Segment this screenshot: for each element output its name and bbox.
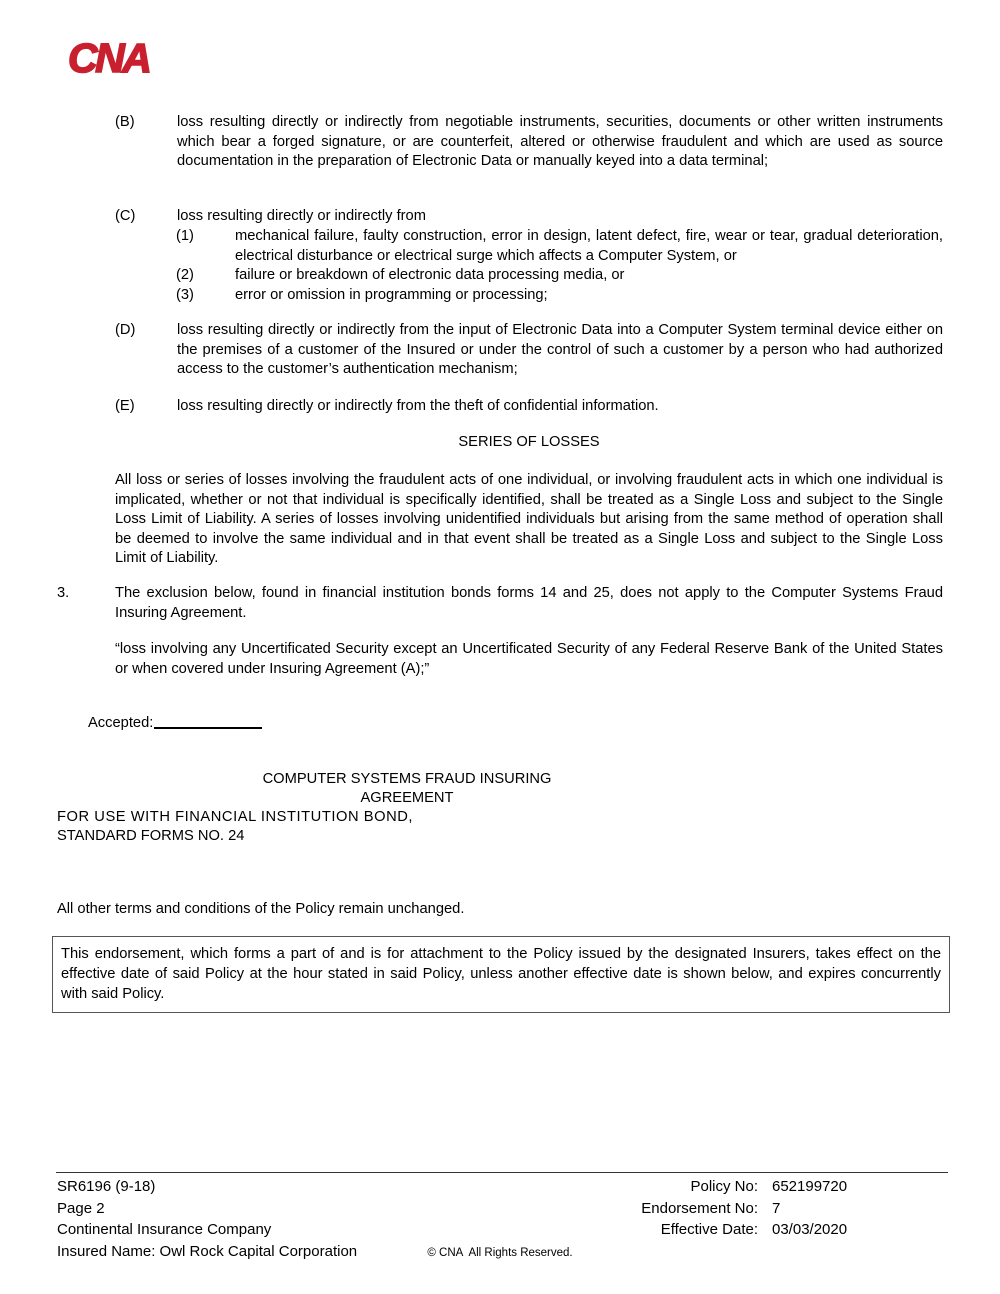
footer-effective-date-label: Effective Date:	[660, 1221, 758, 1238]
cna-logo	[68, 35, 188, 81]
footer-policy-no-value: 652199720	[772, 1178, 848, 1195]
footer-effective-date-row	[600, 1219, 950, 1241]
exclusion-text-c: loss resulting directly or indirectly from	[177, 208, 426, 224]
exclusion-text-b: loss resulting directly or indirectly from negotiable instruments, securities, documents or other written instruments which bear a forged signature, or are counterfeit, altered or otherwise fraudulent and which are used as source documentation in the preparation of Electronic Data or manually keyed into a data terminal;	[177, 114, 943, 170]
exclusion-label-e: (E)	[115, 398, 135, 414]
footer-page-number: Page 2	[57, 1199, 105, 1217]
series-of-losses-heading: SERIES OF LOSSES	[458, 434, 600, 450]
exclusion-text-c3: error or omission in programming or processing;	[235, 287, 548, 303]
accepted-signature-line[interactable]	[154, 727, 262, 729]
footer-effective-date-value: 03/03/2020	[772, 1221, 848, 1238]
exclusion-label-c1: (1)	[176, 228, 194, 244]
series-of-losses-body: All loss or series of losses involving the fraudulent acts of one individual, or involving fraudulent acts in which one individual is implicated, whether or not that individual is specifically identified, shall be treated as a Single Loss and subject to the Single Loss Limit of Liability. A series of losses involving unidentified individuals but arising from the same method of operation shall be deemed to involve the same individual and in that event shall be treated as a Single Loss and subject to the Single Loss Limit of Liability.	[115, 472, 943, 567]
terms-remain-unchanged: All other terms and conditions of the Policy remain unchanged.	[57, 901, 465, 917]
item-3-number: 3.	[57, 585, 70, 601]
footer-endorsement-no-value: 7	[772, 1199, 781, 1217]
form-title-line-2: AGREEMENT	[360, 790, 454, 806]
exclusion-label-d: (D)	[115, 322, 136, 338]
copyright-notice: © CNA All Rights Reserved.	[427, 1247, 573, 1259]
exclusion-label-c2: (2)	[176, 267, 194, 283]
form-title-line-3: FOR USE WITH FINANCIAL INSTITUTION BOND,	[57, 809, 414, 825]
form-title-line-1: COMPUTER SYSTEMS FRAUD INSURING	[262, 771, 552, 787]
exclusion-text-e: loss resulting directly or indirectly from the theft of confidential information.	[177, 398, 659, 414]
footer-divider	[56, 1172, 948, 1173]
accepted-row	[88, 714, 262, 734]
footer-company-name: Continental Insurance Company	[57, 1221, 272, 1238]
footer-endorsement-no-label: Endorsement No:	[641, 1199, 758, 1217]
item-3-quote: “loss involving any Uncertificated Security except an Uncertificated Security of any Federal Reserve Bank of the United States or when covered under Insuring Agreement (A);”	[115, 641, 943, 677]
endorsement-statement-box: This endorsement, which forms a part of and is for attachment to the Policy issued by the designated Insurers, takes effect on the effective date of said Policy at the hour stated in said Policy, unless another effective date is shown below, and expires concurrently with said Policy.	[52, 936, 950, 1013]
footer-insured-name: Insured Name: Owl Rock Capital Corporation	[57, 1242, 358, 1260]
footer-policy-no-row	[600, 1176, 950, 1198]
cna-logo-wordmark: CNA	[68, 35, 150, 81]
footer-form-number: SR6196 (9-18)	[57, 1178, 156, 1195]
exclusion-label-c: (C)	[115, 208, 136, 224]
item-3-text: The exclusion below, found in financial institution bonds forms 14 and 25, does not apply to the Computer Systems Fraud Insuring Agreement.	[115, 585, 943, 621]
exclusion-text-c1: mechanical failure, faulty construction, error in design, latent defect, fire, wear or tear, gradual deterioration, electrical disturbance or electrical surge which affects a Computer System, or	[235, 228, 943, 264]
footer-policy-no-label: Policy No:	[690, 1178, 758, 1195]
accepted-label: Accepted:	[88, 715, 154, 731]
exclusion-label-b: (B)	[115, 114, 135, 130]
exclusion-text-c2: failure or breakdown of electronic data processing media, or	[235, 267, 625, 283]
form-title-line-4: STANDARD FORMS NO. 24	[57, 828, 245, 844]
exclusion-text-d: loss resulting directly or indirectly from the input of Electronic Data into a Computer System terminal device either on the premises of a customer of the Insured or under the control of such a customer by a person who had authorized access to the customer’s authentication mechanism;	[177, 322, 943, 378]
footer-endorsement-no-row	[600, 1198, 950, 1220]
exclusion-label-c3: (3)	[176, 287, 194, 303]
footer-right-column	[600, 1176, 950, 1241]
